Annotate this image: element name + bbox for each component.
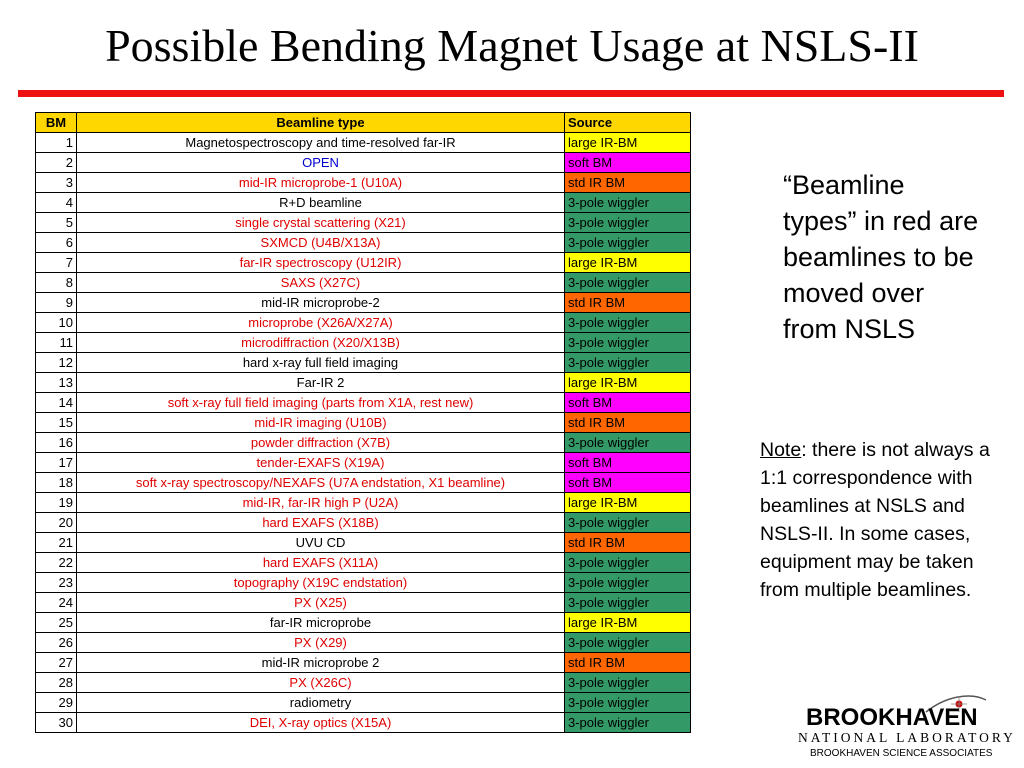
source-cell: std IR BM [565, 293, 691, 313]
source-cell: 3-pole wiggler [565, 273, 691, 293]
beamline-type-cell: microdiffraction (X20/X13B) [77, 333, 565, 353]
bm-number-cell: 13 [36, 373, 77, 393]
beamline-type-cell: UVU CD [77, 533, 565, 553]
beamline-type-cell: PX (X26C) [77, 673, 565, 693]
beamline-type-cell: single crystal scattering (X21) [77, 213, 565, 233]
table-row [36, 593, 691, 613]
bm-number-cell: 17 [36, 453, 77, 473]
source-cell: large IR-BM [565, 373, 691, 393]
table-row [36, 573, 691, 593]
beamline-type-cell: powder diffraction (X7B) [77, 433, 565, 453]
table-row [36, 273, 691, 293]
bm-number-cell: 4 [36, 193, 77, 213]
table-row [36, 173, 691, 193]
table-row [36, 373, 691, 393]
table-row [36, 433, 691, 453]
beamline-type-cell: soft x-ray full field imaging (parts from X1A, rest new) [77, 393, 565, 413]
note-text: : there is not always a 1:1 correspondence with beamlines at NSLS and NSLS-II. In some cases, equipment may be taken from multiple beamlines. [760, 439, 990, 601]
beamline-type-cell: Magnetospectroscopy and time-resolved far-IR [77, 133, 565, 153]
source-cell: 3-pole wiggler [565, 573, 691, 593]
beamline-type-cell: mid-IR imaging (U10B) [77, 413, 565, 433]
bm-number-cell: 11 [36, 333, 77, 353]
beamline-type-cell: far-IR spectroscopy (U12IR) [77, 253, 565, 273]
bm-number-cell: 30 [36, 713, 77, 733]
source-cell: soft BM [565, 473, 691, 493]
source-cell: soft BM [565, 393, 691, 413]
bm-number-cell: 3 [36, 173, 77, 193]
bm-number-cell: 28 [36, 673, 77, 693]
source-cell: soft BM [565, 453, 691, 473]
beamline-type-cell: PX (X29) [77, 633, 565, 653]
logo-name: BROOKHAVEN [806, 704, 978, 731]
bm-number-cell: 15 [36, 413, 77, 433]
source-cell: 3-pole wiggler [565, 213, 691, 233]
beamline-type-cell: hard EXAFS (X11A) [77, 553, 565, 573]
beamline-type-cell: tender-EXAFS (X19A) [77, 453, 565, 473]
beamline-type-cell: OPEN [77, 153, 565, 173]
beamline-type-cell: DEI, X-ray optics (X15A) [77, 713, 565, 733]
table-row [36, 653, 691, 673]
source-cell: large IR-BM [565, 253, 691, 273]
bm-number-cell: 29 [36, 693, 77, 713]
bm-number-cell: 9 [36, 293, 77, 313]
bm-number-cell: 18 [36, 473, 77, 493]
bm-number-cell: 22 [36, 553, 77, 573]
beamline-type-cell: hard x-ray full field imaging [77, 353, 565, 373]
table-row [36, 513, 691, 533]
source-cell: large IR-BM [565, 613, 691, 633]
bm-number-cell: 1 [36, 133, 77, 153]
bm-number-cell: 2 [36, 153, 77, 173]
bm-number-cell: 19 [36, 493, 77, 513]
table-row [36, 193, 691, 213]
source-cell: 3-pole wiggler [565, 433, 691, 453]
table-row [36, 533, 691, 553]
table-row [36, 713, 691, 733]
bm-number-cell: 7 [36, 253, 77, 273]
bm-number-cell: 27 [36, 653, 77, 673]
source-cell: 3-pole wiggler [565, 193, 691, 213]
note-label: Note [760, 439, 802, 461]
bm-number-cell: 12 [36, 353, 77, 373]
bm-number-cell: 10 [36, 313, 77, 333]
beamline-type-cell: microprobe (X26A/X27A) [77, 313, 565, 333]
table-row [36, 253, 691, 273]
header-source: Source [565, 113, 691, 133]
source-cell: 3-pole wiggler [565, 713, 691, 733]
table-row [36, 633, 691, 653]
beamline-type-cell: SXMCD (U4B/X13A) [77, 233, 565, 253]
header-bm: BM [36, 113, 77, 133]
source-cell: large IR-BM [565, 493, 691, 513]
table-row [36, 453, 691, 473]
brookhaven-logo [796, 690, 1016, 762]
bm-number-cell: 25 [36, 613, 77, 633]
table-row [36, 393, 691, 413]
source-cell: 3-pole wiggler [565, 333, 691, 353]
source-cell: 3-pole wiggler [565, 593, 691, 613]
bending-magnet-table [35, 112, 691, 733]
logo-associates: BROOKHAVEN SCIENCE ASSOCIATES [810, 748, 993, 759]
source-cell: 3-pole wiggler [565, 513, 691, 533]
bm-number-cell: 5 [36, 213, 77, 233]
table-header-row [36, 113, 691, 133]
source-cell: 3-pole wiggler [565, 313, 691, 333]
table-row [36, 293, 691, 313]
bm-number-cell: 21 [36, 533, 77, 553]
source-cell: 3-pole wiggler [565, 233, 691, 253]
table-row [36, 413, 691, 433]
beamline-type-cell: SAXS (X27C) [77, 273, 565, 293]
source-cell: 3-pole wiggler [565, 633, 691, 653]
source-cell: 3-pole wiggler [565, 673, 691, 693]
beamline-type-cell: mid-IR microprobe-1 (U10A) [77, 173, 565, 193]
source-cell: std IR BM [565, 533, 691, 553]
bm-number-cell: 24 [36, 593, 77, 613]
source-cell: std IR BM [565, 413, 691, 433]
bm-number-cell: 8 [36, 273, 77, 293]
slide-title: Possible Bending Magnet Usage at NSLS-II [105, 20, 919, 71]
beamline-type-cell: soft x-ray spectroscopy/NEXAFS (U7A endstation, X1 beamline) [77, 473, 565, 493]
table-row [36, 153, 691, 173]
table-row [36, 473, 691, 493]
bm-number-cell: 14 [36, 393, 77, 413]
table-row [36, 353, 691, 373]
table-body [36, 133, 691, 733]
beamline-type-cell: mid-IR microprobe 2 [77, 653, 565, 673]
bm-number-cell: 6 [36, 233, 77, 253]
table-row [36, 673, 691, 693]
source-cell: soft BM [565, 153, 691, 173]
bm-number-cell: 23 [36, 573, 77, 593]
beamline-type-cell: far-IR microprobe [77, 613, 565, 633]
beamline-type-cell: hard EXAFS (X18B) [77, 513, 565, 533]
source-cell: 3-pole wiggler [565, 353, 691, 373]
source-cell: 3-pole wiggler [565, 553, 691, 573]
table-row [36, 493, 691, 513]
beamline-type-cell: R+D beamline [77, 193, 565, 213]
table-row [36, 693, 691, 713]
beamline-type-cell: topography (X19C endstation) [77, 573, 565, 593]
beamline-type-cell: mid-IR, far-IR high P (U2A) [77, 493, 565, 513]
beamline-type-cell: PX (X25) [77, 593, 565, 613]
source-cell: large IR-BM [565, 133, 691, 153]
bm-number-cell: 26 [36, 633, 77, 653]
table-row [36, 613, 691, 633]
beamline-type-cell: Far-IR 2 [77, 373, 565, 393]
bm-number-cell: 16 [36, 433, 77, 453]
correspondence-note [760, 436, 1010, 604]
table-row [36, 133, 691, 153]
table-row [36, 333, 691, 353]
table-row [36, 553, 691, 573]
beamline-type-cell: mid-IR microprobe-2 [77, 293, 565, 313]
red-beamline-note: “Beamline types” in red are beamlines to be moved over from NSLS [783, 170, 979, 344]
title-underline [18, 90, 1004, 97]
bm-number-cell: 20 [36, 513, 77, 533]
beamline-type-cell: radiometry [77, 693, 565, 713]
source-cell: std IR BM [565, 173, 691, 193]
table-row [36, 233, 691, 253]
header-beamline-type: Beamline type [77, 113, 565, 133]
logo-subtitle: NATIONAL LABORATORY [798, 730, 1016, 745]
table-row [36, 213, 691, 233]
source-cell: 3-pole wiggler [565, 693, 691, 713]
source-cell: std IR BM [565, 653, 691, 673]
table-row [36, 313, 691, 333]
